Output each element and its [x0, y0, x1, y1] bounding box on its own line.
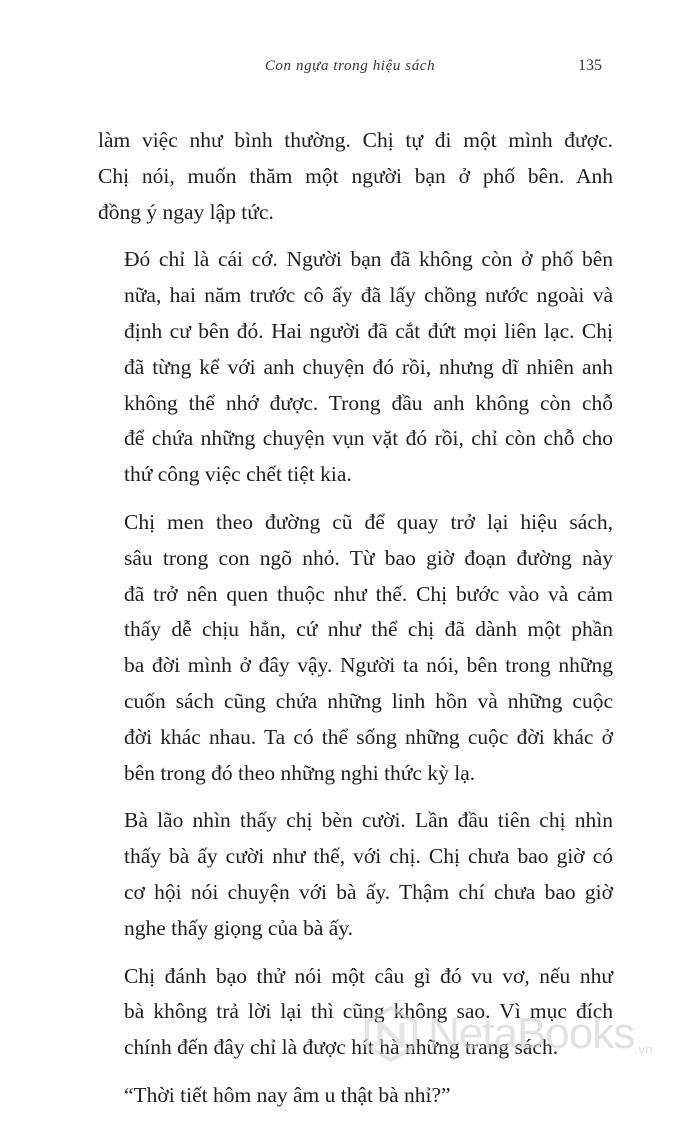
text-line: đời khác nhau. Ta có thể sống những cuộc đời khác ở	[124, 724, 613, 749]
netabooks-logo-icon	[362, 1005, 420, 1063]
paragraph	[98, 242, 613, 493]
paragraph	[98, 123, 613, 230]
text-line: cuốn sách cũng chứa những linh hồn và những cuộc	[124, 688, 613, 713]
text-line: bên trong đó theo những nghi thức kỳ lạ.	[124, 760, 476, 785]
text-line: Chị đánh bạo thử nói một câu gì đó vu vơ, nếu như	[124, 963, 613, 988]
text-line: thứ công việc chết tiệt kia.	[124, 462, 352, 487]
text-line: để chứa những chuyện vụn vặt đó rồi, chỉ còn chỗ cho	[124, 426, 613, 451]
text-line: Chị men theo đường cũ để quay trở lại hiệu sách,	[124, 509, 613, 534]
text-line: sâu trong con ngõ nhỏ. Từ bao giờ đoạn đường này	[124, 545, 613, 570]
text-line: không thể nhớ được. Trong đầu anh không còn chỗ	[124, 390, 613, 415]
text-line: Bà lão nhìn thấy chị bèn cười. Lần đầu tiên chị nhìn	[124, 808, 613, 833]
paragraph	[98, 505, 613, 791]
text-line: nghe thấy giọng của bà ấy.	[124, 915, 354, 940]
paragraph	[98, 803, 613, 946]
text-line: đã từng kể với anh chuyện đó rồi, nhưng dĩ nhiên anh	[124, 354, 613, 379]
watermark-suffix: .vn	[634, 1041, 653, 1057]
text-line: định cư bên đó. Hai người đã cắt đứt mọi liên lạc. Chị	[124, 318, 613, 343]
text-line: đồng ý ngay lập tức.	[98, 199, 274, 224]
paragraph	[98, 1078, 613, 1114]
text-line: đã trở nên quen thuộc như thế. Chị bước vào và cảm	[124, 581, 613, 606]
text-line: thấy dễ chịu hẳn, cứ như thể chị đã dành một phần	[124, 617, 613, 642]
text-line: nữa, hai năm trước cô ấy đã lấy chồng nước ngoài và	[124, 283, 613, 308]
text-line: thấy bà ấy cười như thế, với chị. Chị chưa bao giờ có	[124, 844, 613, 869]
watermark-brand: NetaBooks	[428, 1009, 635, 1058]
text-line: bà không trả lời lại thì cũng không sao. Vì mục đích	[124, 999, 613, 1024]
text-line: Chị nói, muốn thăm một người bạn ở phố bên. Anh	[98, 163, 613, 188]
page-number: 135	[578, 57, 602, 74]
text-line: chính đến đây chỉ là được hít hà những trang sách.	[124, 1035, 559, 1060]
text-line: “Thời tiết hôm nay âm u thật bà nhỉ?”	[124, 1082, 451, 1107]
running-title: Con ngựa trong hiệu sách	[264, 58, 436, 74]
watermark-text	[428, 1009, 653, 1058]
text-line: cơ hội nói chuyện với bà ấy. Thậm chí chưa bao giờ	[124, 879, 613, 904]
text-line: Đó chỉ là cái cớ. Người bạn đã không còn ở phố bên	[124, 247, 613, 272]
text-line: ba đời mình ở đây vậy. Người ta nói, bên trong những	[124, 653, 613, 678]
body-text	[98, 123, 613, 1126]
netabooks-watermark	[362, 1002, 692, 1066]
text-line: làm việc như bình thường. Chị tự đi một mình được.	[98, 128, 613, 152]
